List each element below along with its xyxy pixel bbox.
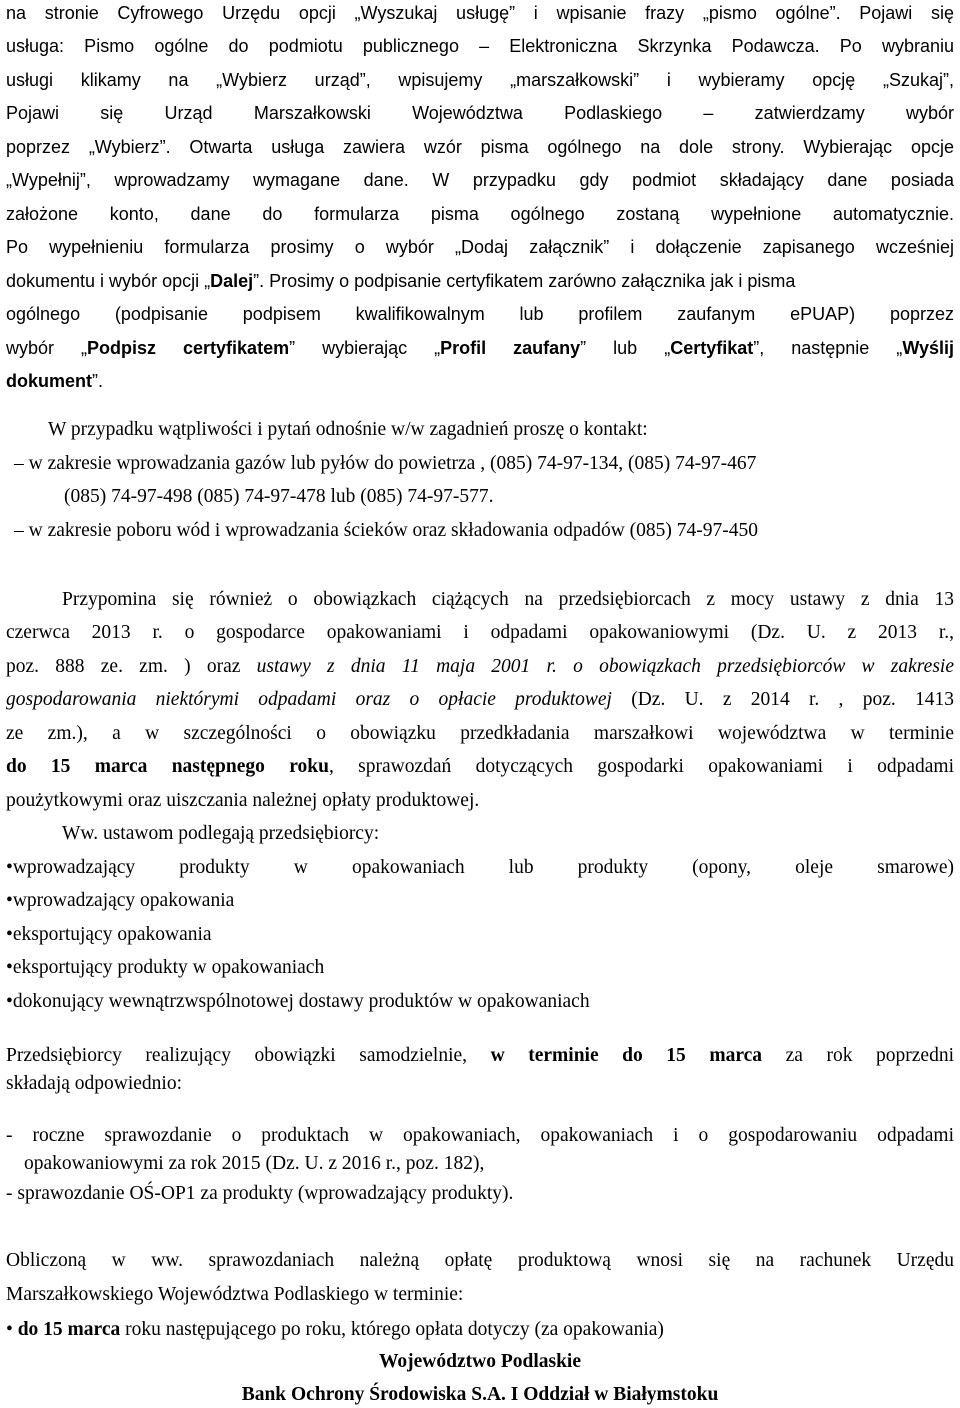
intro-line-2: usługa: Pismo ogólne do podmiotu publicznego – Elektroniczna Skrzynka Podawcza. Po wybraniu: [6, 36, 954, 56]
selfcompliance-item-1: - roczne sprawozdanie o produktach w opakowaniach, opakowaniach i o gospodarowaniu odpadami: [6, 1125, 954, 1146]
intro-l11-c: ” wybierając „: [289, 338, 441, 358]
intro-l11-g: ”, następnie „: [753, 338, 903, 358]
reminder-line-1: Przypomina się również o obowiązkach ciążących na przedsiębiorcach z mocy ustawy z dnia 13: [62, 589, 954, 610]
intro-line-11: [6, 335, 954, 361]
intro-line-8: Po wypełnieniu formularza prosimy o wybór „Dodaj załącznik” i dołączenie zapisanego wcześniej: [6, 237, 954, 257]
intro-l12-b: ”.: [92, 371, 104, 391]
payment-line-1: Obliczoną w ww. sprawozdaniach należną opłatę produktową wnosi się na rachunek Urzędu: [6, 1250, 954, 1271]
reminder-line-7: poużytkowymi oraz uiszczania należnej opłaty produktowej.: [6, 790, 480, 811]
intro-line-5: poprzez „Wybierz”. Otwarta usługa zawiera wzór pisma ogólnego na dole strony. Wybierając opcje: [6, 137, 954, 157]
intro-wyslij: Wyślij: [902, 338, 955, 358]
selfcompliance-item-2: - sprawozdanie OŚ-OP1 za produkty (wprowadzający produkty).: [6, 1183, 514, 1204]
list-item: •eksportujący produkty w opakowaniach: [6, 957, 325, 978]
contact-item-2: – w zakresie poboru wód i wprowadzania ścieków oraz składowania odpadów (085) 74-97-450: [14, 520, 759, 541]
contact-heading: W przypadku wątpliwości i pytań odnośnie w/w zagadnień proszę o kontakt:: [48, 419, 648, 440]
reminder-line-2: czerwca 2013 r. o gospodarce opakowaniami i odpadami opakowaniowymi (Dz. U. z 2013 r.,: [6, 622, 954, 643]
reminder-line-4: [6, 687, 954, 713]
intro-line-9-end: ”. Prosimy o podpisanie certyfikatem zarówno załącznika jak i pisma: [253, 271, 796, 291]
intro-line-3: usługi klikamy na „Wybierz urząd”, wpisujemy „marszałkowski” i wybieramy opcję „Szukaj”,: [6, 70, 954, 90]
intro-dokument: dokument: [6, 371, 93, 391]
reminder-l3-italic: ustawy z dnia 11 maja 2001 r. o obowiązkach przedsiębiorców w zakresie: [256, 656, 954, 677]
list-item: •wprowadzający produkty w opakowaniach lub produkty (opony, oleje smarowe): [6, 857, 954, 878]
payment-bullet-text: roku następującego po roku, którego opłata dotyczy (za opakowania): [120, 1319, 664, 1340]
reminder-l4-italic: gospodarowania niektórymi odpadami oraz o opłacie produktowej: [6, 689, 612, 710]
intro-l11-a: wybór „: [6, 338, 88, 358]
intro-line-4: Pojawi się Urząd Marszałkowski Województwa Podlaskiego – zatwierdzamy wybór: [6, 103, 954, 123]
intro-line-7: założone konto, dane do formularza pisma ogólnego zostaną wypełnione automatycznie.: [6, 204, 954, 224]
selfcompliance-l1-c: za rok poprzedni: [762, 1045, 954, 1066]
intro-profil: Profil zaufany: [440, 338, 581, 358]
selfcompliance-deadline: w terminie do 15 marca: [490, 1045, 763, 1066]
reminder-deadline: do 15 marca następnego roku: [6, 756, 329, 777]
selfcompliance-item-1-cont: opakowaniowymi za rok 2015 (Dz. U. z 2016 r., poz. 182),: [24, 1153, 485, 1174]
payment-line-2: Marszałkowskiego Województwa Podlaskiego w terminie:: [6, 1284, 464, 1305]
payment-bullet-mark: •: [6, 1319, 18, 1340]
intro-line-10: ogólnego (podpisanie podpisem kwalifikowalnym lub profilem zaufanym ePUAP) poprzez: [6, 304, 954, 324]
reminder-l3-a: poz. 888 ze. zm. ) oraz: [6, 656, 257, 677]
intro-line-9-start: dokumentu i wybór opcji „: [6, 271, 211, 291]
contact-item-1-cont: (085) 74-97-498 (085) 74-97-478 lub (085) 74-97-577.: [64, 486, 494, 507]
intro-certyfikat: Certyfikat: [670, 338, 754, 358]
reminder-line-8: Ww. ustawom podlegają przedsiębiorcy:: [62, 823, 380, 844]
reminder-line-3: [6, 654, 954, 680]
selfcompliance-line-2: składają odpowiednio:: [6, 1073, 183, 1094]
reminder-line-6: [6, 754, 954, 780]
bank-line-2: Bank Ochrony Środowiska S.A. I Oddział w Białymstoku: [241, 1384, 719, 1405]
list-item: •eksportujący opakowania: [6, 924, 212, 945]
contact-item-1: – w zakresie wprowadzania gazów lub pyłów do powietrza , (085) 74-97-134, (085) 74-97-467: [14, 453, 757, 474]
intro-l11-e: ” lub „: [580, 338, 671, 358]
intro-line-12: [6, 368, 954, 394]
reminder-line-5: ze zm.), a w szczególności o obowiązku przedkładania marszałkowi województwa w terminie: [6, 723, 954, 744]
intro-line-1: na stronie Cyfrowego Urzędu opcji „Wyszukaj usługę” i wpisanie frazy „pismo ogólne”. Pojawi się: [6, 3, 954, 23]
intro-line-6: „Wypełnij”, wprowadzamy wymagane dane. W przypadku gdy podmiot składający dane posiada: [6, 170, 954, 190]
selfcompliance-line-1: [6, 1043, 954, 1069]
bank-line-1: Województwo Podlaskie: [378, 1351, 582, 1372]
payment-deadline: do 15 marca: [17, 1319, 121, 1340]
list-item: •wprowadzający opakowania: [6, 890, 235, 911]
intro-dalej: Dalej: [210, 271, 254, 291]
selfcompliance-l1-a: Przedsiębiorcy realizujący obowiązki samodzielnie,: [6, 1045, 491, 1066]
intro-podpisz: Podpisz certyfikatem: [87, 338, 290, 358]
payment-bullet: [6, 1317, 954, 1343]
intro-line-9: [6, 268, 954, 294]
reminder-l6-b: , sprawozdań dotyczących gospodarki opakowaniami i odpadami: [328, 756, 955, 777]
reminder-l4-b: (Dz. U. z 2014 r. , poz. 1413: [611, 689, 954, 710]
list-item: •dokonujący wewnątrzwspólnotowej dostawy produktów w opakowaniach: [6, 991, 590, 1012]
